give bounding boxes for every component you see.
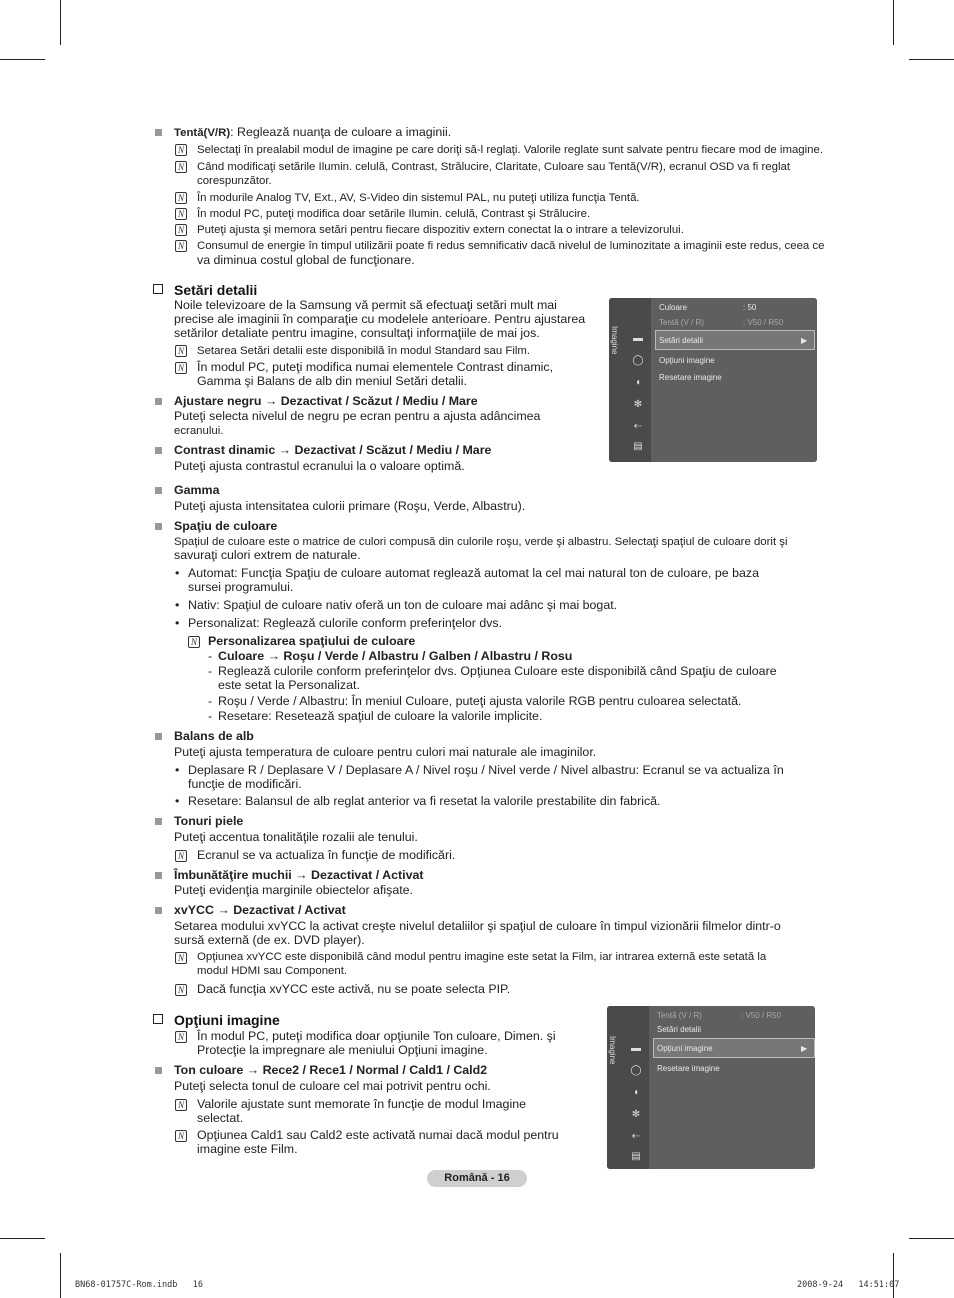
bullet-square [155, 129, 162, 136]
muchii-desc: Puteţi evidenţia marginile obiectelor afişate. [174, 883, 413, 897]
channel-icon: ◖ [632, 1087, 640, 1098]
bullet-square [155, 818, 162, 825]
note-icon: N [175, 984, 187, 996]
input-icon: ⇠ [633, 421, 643, 432]
optiuni-heading: Opţiuni imagine [174, 1012, 280, 1028]
dash: - [208, 694, 213, 708]
osd-row-label: Resetare imagine [657, 1064, 720, 1073]
osd-row-label: Tentă (V / R) [659, 318, 704, 327]
balans-bullet: funcţie de modificări. [188, 777, 302, 791]
osd-arrow-icon: ▶ [801, 336, 808, 345]
tenta-note: corespunzător. [197, 175, 272, 187]
ajustare-desc: Puteţi selecta nivelul de negru pe ecran pentru a ajusta adâncimea [174, 409, 541, 423]
input-icon: ⇠ [631, 1131, 641, 1142]
tenta-note: Când modificaţi setările Ilumin. celulă, Contrast, Strălucire, Claritate, Culoare sau Tentă(V/R), ecranul OSD va fi reglat [197, 161, 790, 173]
xv-desc: sursă externă (de ex. DVD player). [174, 933, 365, 947]
tenta-line [174, 125, 451, 141]
note-icon: N [175, 161, 187, 173]
bullet-square [155, 447, 162, 454]
xv-note: Dacă funcţia xvYCC este activă, nu se poate selecta PIP. [197, 982, 511, 996]
sound-icon: ◯ [632, 355, 644, 366]
setari-intro: setărilor detaliate pentru imagine, consultaţi informaţiile de mai jos. [174, 326, 540, 340]
balans-desc: Puteţi ajusta temperatura de culoare pentru culori mai naturale ale imaginilor. [174, 745, 597, 759]
osd-row-value: : 50 [743, 303, 757, 312]
osd-row-label: Tentă (V / R) [657, 1011, 702, 1020]
osd-sidebar [607, 1006, 649, 1169]
note-icon: N [175, 1031, 187, 1043]
ajustare-title: Ajustare negru → Dezactivat / Scăzut / Mediu / Mare [174, 394, 478, 408]
gamma-desc: Puteţi ajusta intensitatea culorii primare (Roşu, Verde, Albastru). [174, 499, 526, 513]
dash: - [208, 649, 213, 663]
section-checkbox-icon [153, 1014, 163, 1024]
tenta-desc: : Reglează nuanţa de culoare a imaginii. [230, 125, 452, 139]
bullet-square [155, 733, 162, 740]
xv-note: modul HDMI sau Component. [197, 965, 348, 977]
footer-datetime: 2008-9-24 14:51:07 [797, 1280, 900, 1290]
balans-bullet: Resetare: Balansul de alb reglat anterior va fi resetat la valorile prestabilite din fabrică. [188, 794, 661, 808]
crop-mark [893, 1253, 894, 1298]
osd-menu-screenshot [609, 298, 817, 462]
picture-icon: ▬ [633, 333, 643, 344]
xv-desc: Setarea modului xvYCC la activat creşte nivelul detaliilor şi spaţiul de culoare în timpul vizionării filmelor dintr-o [174, 919, 781, 933]
spatiu-desc: Spaţiul de culoare este o matrice de culori compusă din culorile roşu, verde şi albastru. Selectaţi spaţiul de culoare dorit şi [174, 536, 788, 548]
bullet-dot: • [175, 763, 180, 777]
balans-bullet: Deplasare R / Deplasare V / Deplasare A / Nivel roşu / Nivel verde / Nivel albastru: Ecranul se va actualiza în [188, 763, 784, 777]
optiuni-note: În modul PC, puteţi modifica doar opţiunile Ton culoare, Dimen. şi [197, 1029, 556, 1043]
bullet-square [155, 907, 162, 914]
tenta-note: Puteţi ajusta şi memora setări pentru fiecare dispozitiv extern conectat la o intrare a televizorului. [197, 224, 684, 236]
spatiu-title: Spaţiu de culoare [174, 519, 278, 533]
tenta-note: Selectaţi în prealabil modul de imagine pe care doriţi să-l reglaţi. Valorile reglate sunt salvate pentru fiecare mod de imagine. [197, 144, 823, 156]
osd-sidebar [609, 298, 651, 462]
osd-vertical-label: Imagine [608, 1036, 617, 1065]
personalizat-text: Personalizat: Reglează culorile conform preferinţelor dvs. [188, 616, 503, 630]
dash: - [208, 709, 213, 723]
dash: - [208, 664, 213, 678]
setari-intro: Noile televizoare de la Samsung vă permit să efectuaţi setări mult mai [174, 298, 557, 312]
crop-mark [909, 1238, 954, 1239]
osd-menu-panel [651, 298, 817, 462]
bullet-square [155, 872, 162, 879]
osd-row-label: Opţiuni imagine [657, 1044, 713, 1053]
bullet-square [155, 1067, 162, 1074]
pers-item: Resetare: Resetează spaţiul de culoare la valorile implicite. [218, 709, 543, 723]
setup-icon: ✻ [631, 1109, 641, 1120]
tenta-note: În modul PC, puteţi modifica doar setările Ilumin. celulă, Contrast şi Strălucire. [197, 208, 591, 220]
crop-mark [60, 0, 61, 45]
note-icon: N [175, 362, 187, 374]
note-icon: N [175, 952, 187, 964]
setari-note: Gamma şi Balans de alb din meniul Setări detalii. [197, 374, 467, 388]
sound-icon: ◯ [630, 1065, 642, 1076]
note-icon: N [175, 208, 187, 220]
pers-item: Culoare → Roşu / Verde / Albastru / Galben / Albastru / Rosu [218, 649, 573, 663]
note-icon: N [175, 1130, 187, 1142]
section-checkbox-icon [153, 284, 163, 294]
crop-mark [893, 0, 894, 45]
osd-menu-screenshot [607, 1006, 815, 1169]
note-icon: N [188, 636, 200, 648]
bullet-dot: • [175, 794, 180, 808]
osd-menu-panel [649, 1006, 815, 1169]
bullet-dot: • [175, 566, 180, 580]
contrast-title: Contrast dinamic → Dezactivat / Scăzut / Mediu / Mare [174, 443, 492, 457]
crop-mark [60, 1253, 61, 1298]
osd-row-label: Culoare [659, 303, 688, 312]
muchii-title: Îmbunătăţire muchii → Dezactivat / Activat [174, 868, 424, 882]
bullet-square [155, 523, 162, 530]
note-icon: N [175, 224, 187, 236]
setari-note: Setarea Setări detalii este disponibilă în modul Standard sau Film. [197, 345, 531, 357]
note-icon: N [175, 144, 187, 156]
setup-icon: ✻ [633, 399, 643, 410]
tenta-note: În modurile Analog TV, Ext., AV, S-Video din sistemul PAL, nu puteţi utiliza funcţia Tentă. [197, 192, 640, 204]
bullet-dot: • [175, 598, 180, 612]
ton-note: Valorile ajustate sunt memorate în funcţie de modul Imagine [197, 1097, 526, 1111]
tonuri-note: Ecranul se va actualiza în funcţie de modificări. [197, 848, 456, 862]
optiuni-note: Protecţie la impregnare ale meniului Opţiuni imagine. [197, 1043, 488, 1057]
page-number-badge: Română - 16 [427, 1170, 527, 1187]
osd-vertical-label: Imagine [610, 326, 619, 355]
spatiu-desc: savuraţi culori extrem de naturale. [174, 548, 361, 562]
contrast-desc: Puteţi ajusta contrastul ecranului la o valoare optimă. [174, 459, 465, 473]
bullet-square [155, 398, 162, 405]
nativ-text: Nativ: Spaţiul de culoare nativ oferă un ton de culoare mai adânc şi mai bogat. [188, 598, 618, 612]
pers-item: este setat la Personalizat. [218, 678, 360, 692]
osd-row-label: Resetare imagine [659, 373, 722, 382]
automat-text: Automat: Funcţia Spaţiu de culoare automat reglează automat la cel mai natural ton de culoare, pe baza [188, 566, 759, 580]
application-icon: ▤ [631, 1151, 641, 1162]
tenta-title: Tentă(V/R) [174, 127, 231, 139]
setari-intro: precise ale imaginii în comparaţie cu modelele anterioare. Pentru ajustarea [174, 312, 586, 326]
ton-title: Ton culoare → Rece2 / Rece1 / Normal / Cald1 / Cald2 [174, 1063, 488, 1077]
bullet-dot: • [175, 616, 180, 630]
note-icon: N [175, 1099, 187, 1111]
crop-mark [909, 59, 954, 60]
osd-row-value: : V50 / R50 [741, 1011, 782, 1020]
bullet-square [155, 487, 162, 494]
footer-file: BN68-01757C-Rom.indb 16 [75, 1280, 203, 1290]
channel-icon: ◖ [634, 377, 642, 388]
note-icon: N [175, 850, 187, 862]
crop-mark [0, 1238, 45, 1239]
setari-heading: Setări detalii [174, 282, 258, 298]
tonuri-title: Tonuri piele [174, 814, 244, 828]
note-icon: N [175, 240, 187, 252]
tenta-note: va diminua costul global de funcţionare. [197, 253, 415, 267]
osd-row-label: Setări detalii [657, 1025, 702, 1034]
note-icon: N [175, 345, 187, 357]
xv-note: Opţiunea xvYCC este disponibilă când modul pentru imagine este setat la Film, iar intrarea externă este setată la [197, 951, 767, 963]
tenta-note: Consumul de energie în timpul utilizării poate fi redus semnificativ dacă nivelul de luminozitate a imaginii este redus, ceea ce [197, 240, 825, 252]
ajustare-desc: ecranului. [174, 425, 224, 437]
ton-note: selectat. [197, 1111, 244, 1125]
picture-icon: ▬ [631, 1043, 641, 1054]
application-icon: ▤ [633, 441, 643, 452]
note-icon: N [175, 192, 187, 204]
ton-note: Opţiunea Cald1 sau Cald2 este activată numai dacă modul pentru [197, 1128, 559, 1142]
xv-title: xvYCC → Dezactivat / Activat [174, 903, 346, 917]
ton-desc: Puteţi selecta tonul de culoare cel mai potrivit pentru ochi. [174, 1079, 491, 1093]
osd-row-label: Setări detalii [659, 336, 704, 345]
balans-title: Balans de alb [174, 729, 254, 743]
osd-row-label: Opţiuni imagine [659, 356, 715, 365]
ton-note: imagine este Film. [197, 1142, 298, 1156]
pers-item: Roşu / Verde / Albastru: În meniul Culoare, puteţi ajusta valorile RGB pentru culoarea selectată. [218, 694, 742, 708]
osd-arrow-icon: ▶ [801, 1044, 808, 1053]
pers-note: Personalizarea spaţiului de culoare [208, 634, 416, 648]
gamma-title: Gamma [174, 483, 220, 497]
crop-mark [0, 59, 45, 60]
pers-item: Reglează culorile conform preferinţelor dvs. Opţiunea Culoare este disponibilă când Spaţiu de culoare [218, 664, 777, 678]
automat-text: sursei programului. [188, 580, 294, 594]
tonuri-desc: Puteţi accentua tonalităţile rozalii ale tenului. [174, 830, 418, 844]
osd-row-value: : V50 / R50 [743, 318, 784, 327]
setari-note: În modul PC, puteţi modifica numai elementele Contrast dinamic, [197, 360, 554, 374]
